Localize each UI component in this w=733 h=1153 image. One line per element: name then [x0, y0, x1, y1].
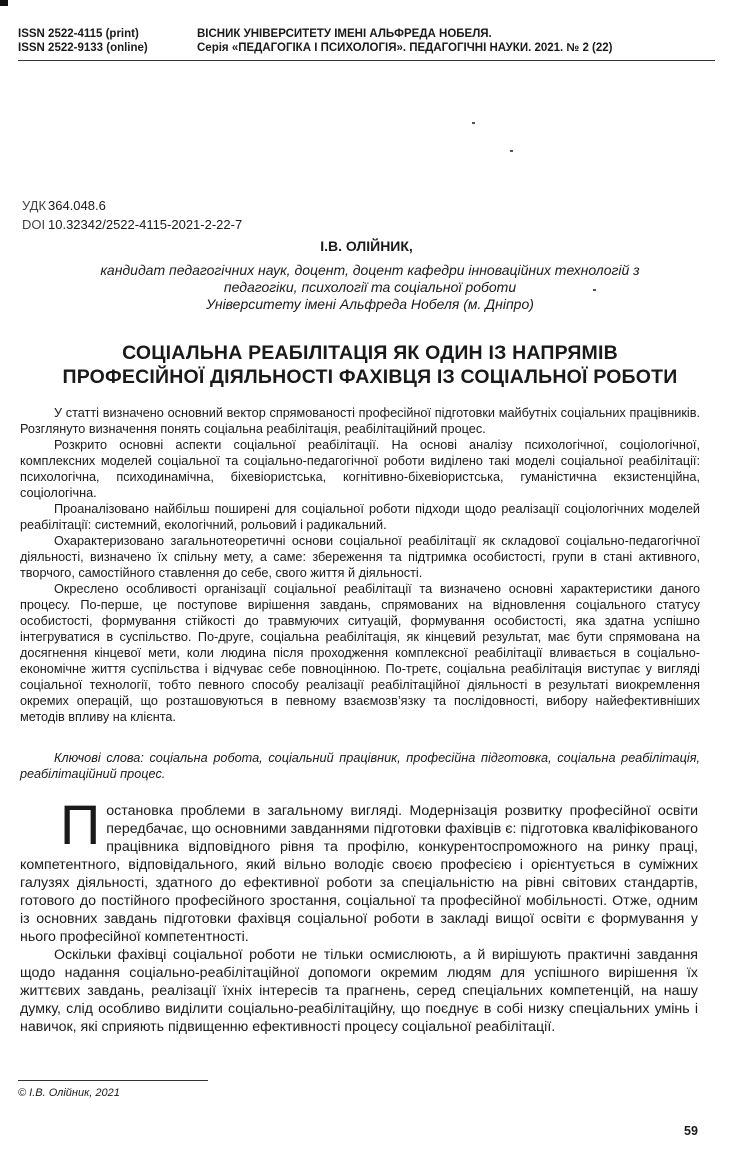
author-affiliation — [40, 262, 700, 313]
doi-code: 10.32342/2522-4115-2021-2-22-7 — [48, 217, 243, 232]
abstract-paragraph: Розкрито основні аспекти соціальної реабілітації. На основі аналізу психологічної, соціологічної, комплексних моделей соціальної та соціально-педагогічної роботи виділено такі моделі соціальної реабілітації: психологічна, психодинамічна, біхевіористська, когнітивно-біхевіористська, гуманістична екзистенційна, соціологічна. — [20, 438, 700, 500]
affiliation-line: педагогіки, психології та соціальної роботи — [223, 279, 517, 295]
udc-code: 364.048.6 — [48, 198, 106, 213]
doi-prefix: DOI — [22, 217, 46, 232]
body-paragraph: Оскільки фахівці соціальної роботи не тільки осмислюють, а й вирішують практичні завдання щодо надання соціально-реабілітаційної допомоги окремим людям для успішного вирішення їх життєвих завдань, реалізації їхніх інтересів та прагнень, серед спеціальних компетенцій, на нашу думку, слід особливо виділити соціально-реабілітаційну, що поєднує в собі низку спеціальних умінь і навичок, які сприяють підвищенню ефективності процесу соціальної реабілітації. — [20, 947, 698, 1035]
issn-print-prefix: ISSN — [18, 28, 45, 40]
page-number: 59 — [684, 1124, 698, 1138]
issn-online-prefix: ISSN — [18, 42, 45, 54]
scan-speck — [472, 122, 475, 124]
issn-print: 2522-4115 (print) — [48, 28, 139, 40]
body-paragraph — [20, 793, 698, 946]
udc-prefix: УДК — [22, 198, 47, 213]
journal-name: ВІСНИК УНІВЕРСИТЕТУ ІМЕНІ АЛЬФРЕДА НОБЕЛЯ. — [197, 28, 492, 40]
issn-online: 2522-9133 (online) — [48, 42, 148, 54]
journal-block — [197, 27, 717, 55]
drop-cap: П — [60, 793, 101, 856]
body-paragraph-text: остановка проблеми в загальному вигляді. Модернізація розвитку професійної освіти передбачає, що основними завданнями підготовки фахівців є: підготовка кваліфікованого працівника відповідного рівня та профілю, конкурентоспроможного на ринку праці, компетентного, відповідального, який вільно володіє своєю професією і орієнтується в суміжних галузях діяльності, здатного до ефективної роботи за спеціальністю на рівні світових стандартів, готового до постійного професійного зростання, соціальної та професійної мобільності. Отже, одним із основних завдань підготовки фахівця соціальної роботи в закладі вищої освіти є формування у нього професійної компетентності. — [20, 803, 698, 945]
title-line: ПРОФЕСІЙНОЇ ДІЯЛЬНОСТІ ФАХІВЦЯ ІЗ СОЦІАЛЬНОЇ РОБОТИ — [62, 366, 678, 388]
title-line: СОЦІАЛЬНА РЕАБІЛІТАЦІЯ ЯК ОДИН ІЗ НАПРЯМІВ — [122, 342, 618, 364]
copyright-footnote: © І.В. Олійник, 2021 — [18, 1087, 120, 1099]
abstract-paragraph: Проаналізовано найбільш поширені для соціальної роботи підходи щодо реалізації соціологічних моделей реабілітації: системний, екологічний, рольовий і радикальний. — [20, 502, 700, 532]
abstract-paragraph: У статті визначено основний вектор спрямованості професійної підготовки майбутніх соціальних працівників. Розглянуто визначення понять соціальна реабілітація, реабілітаційний процес. — [20, 406, 700, 436]
affiliation-line: Університету імені Альфреда Нобеля (м. Дніпро) — [206, 296, 534, 312]
issn-block — [18, 27, 198, 55]
header-rule — [18, 60, 715, 61]
abstract-paragraph: Окреслено особливості організації соціальної реабілітації та визначено основні характеристики даного процесу. По-перше, це поступове вирішення завдань, спрямованих на відновлення соціального статусу особистості, формування стійкості до травмуючих ситуацій, формування особистості, яка здатна успішно інтегруватися в суспільство. По-друге, соціальна реабілітація, як кінцевий результат, має бути спрямована на досягнення кінцевої мети, коли людина після проходження комплексної реабілітації вливається в соціально-економічне життя суспільства і відчуває себе повноцінною. По-третє, соціальна реабілітація виступає у вигляді соціальної технології, тобто певного способу реалізації реабілітаційної діяльності в результаті виокремлення окремих операцій, що розташовуються в певному взаємозв’язку та послідовності, вибору найефективніших методів впливу на клієнта. — [20, 582, 700, 724]
abstract — [20, 405, 700, 725]
article-codes — [22, 196, 242, 234]
journal-series: Серія «ПЕДАГОГІКА І ПСИХОЛОГІЯ». ПЕДАГОГІЧНІ НАУКИ. 2021. № 2 (22) — [197, 42, 613, 54]
keywords: Ключові слова: соціальна робота, соціальний працівник, професійна підготовка, соціальна реабілітація, реабілітаційний процес. — [20, 751, 700, 781]
affiliation-line: кандидат педагогічних наук, доцент, доцент кафедри інноваційних технологій з — [100, 262, 640, 278]
footnote-rule — [18, 1080, 208, 1081]
author-name: І.В. ОЛІЙНИК, — [320, 238, 413, 254]
article-body — [20, 793, 698, 1036]
abstract-paragraph: Охарактеризовано загальнотеоретичні основи соціальної реабілітації як складової соціально-педагогічної діяльності, визначено їх спільну мету, а саме: збереження та підтримка особистості, групи в стані активного, творчого, самостійного ставлення до себе, свого життя й діяльності. — [20, 534, 700, 580]
article-title — [40, 341, 700, 389]
scan-speck — [510, 150, 513, 152]
scan-corner-mark — [0, 0, 8, 6]
